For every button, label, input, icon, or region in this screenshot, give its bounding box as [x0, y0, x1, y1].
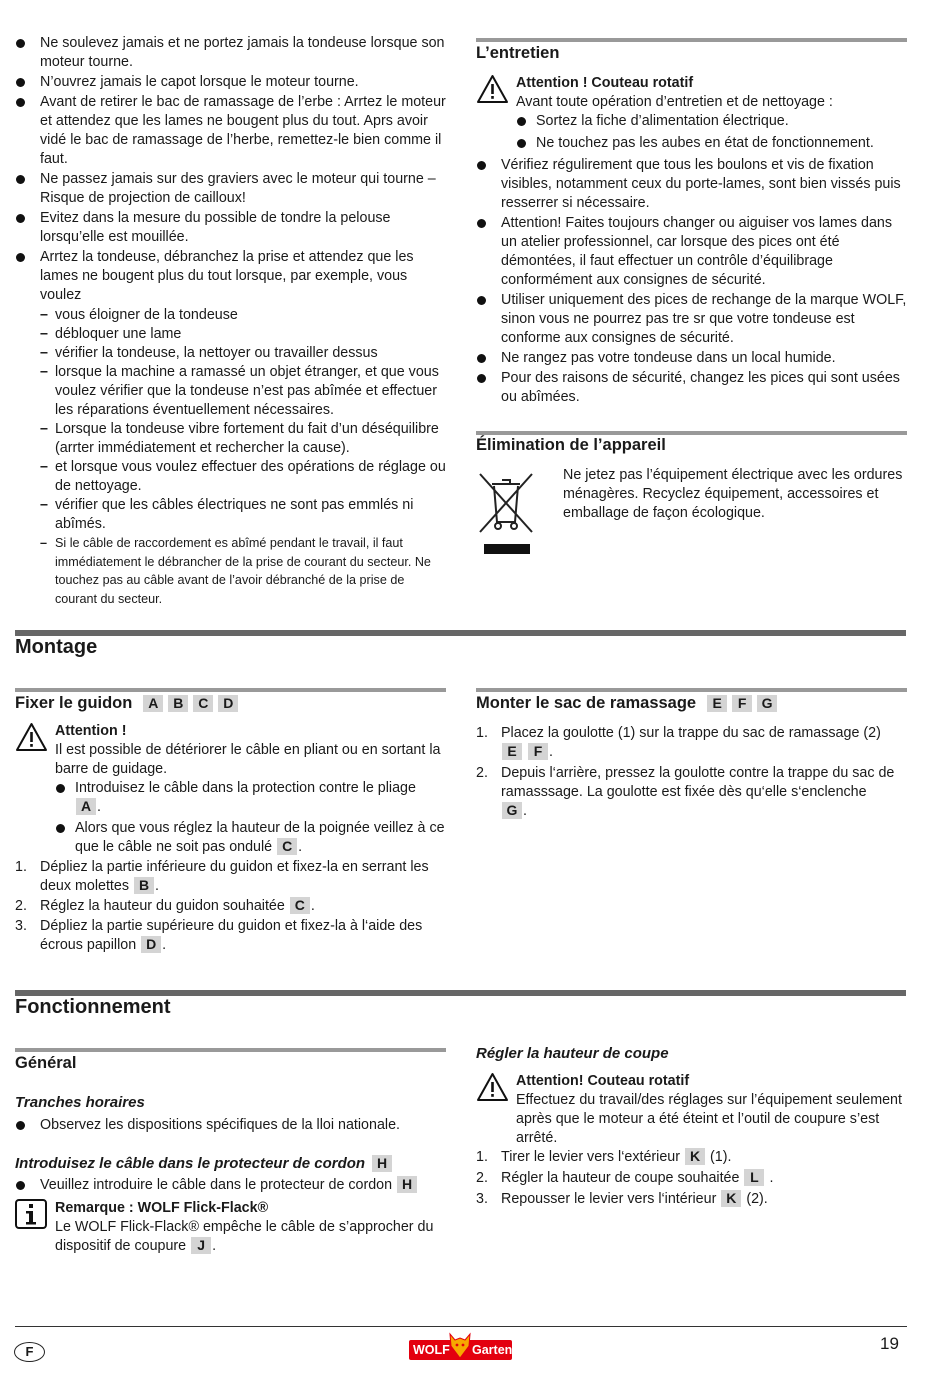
general-title: Général	[15, 1054, 77, 1072]
key-label: D	[218, 695, 238, 712]
info-icon	[15, 1199, 47, 1229]
step-suffix: .	[769, 1170, 774, 1186]
warning-bullet: Alors que vous réglez la hauteur de la poignée veillez à ce que le câble ne soit pas ondulé C .	[55, 819, 447, 857]
step-text: Repousser le levier vers l‘intérieur	[501, 1191, 717, 1207]
hauteur-title: Régler la hauteur de coupe	[476, 1045, 669, 1062]
montage-title: Montage	[15, 636, 98, 658]
key-label: B	[134, 877, 154, 894]
entretien-title: L’entretien	[476, 44, 560, 62]
safety-bullet: Ne passez jamais sur des graviers avec le moteur qui tourne – Risque de projection de cailloux!	[15, 170, 447, 208]
warning-text: Il est possible de détériorer le câble en pliant ou en sortant la barre de guidage.	[55, 742, 441, 777]
key-label: C	[277, 838, 297, 855]
warning-title: Attention! Couteau rotatif	[516, 1073, 690, 1089]
safety-list	[15, 34, 447, 608]
hauteur-step	[476, 1190, 908, 1209]
language-badge: F	[14, 1342, 45, 1362]
hauteur-step	[476, 1169, 908, 1188]
warning-icon	[15, 722, 48, 752]
sac-title: Monter le sac de ramassage	[476, 694, 697, 712]
section-rule	[476, 431, 907, 435]
safety-dash-item: – vérifier que les câbles électriques ne sont pas emmlés ni abîmés.	[40, 496, 447, 534]
chapter-rule	[15, 630, 906, 636]
elimination-section	[476, 436, 908, 455]
step-suffix: (2).	[746, 1191, 768, 1207]
key-label: A	[143, 695, 163, 712]
hauteur-section	[476, 1044, 908, 1211]
sac-section	[476, 694, 908, 821]
entretien-warning	[476, 74, 908, 153]
guidon-section	[15, 694, 447, 956]
safety-dash-item: – Lorsque la tondeuse vibre fortement du fait d’un déséquilibre (arrter immédiatement et rechercher la cause).	[40, 420, 447, 458]
key-label: E	[707, 695, 727, 712]
guidon-warning	[15, 722, 447, 857]
key-label: G	[757, 695, 777, 712]
elimination-title: Élimination de l’appareil	[476, 436, 666, 454]
entretien-bullet: Attention! Faites toujours changer ou aiguiser vos lames dans un atelier professionnel, car lorsque des pices ont été démontées, il faut effectuer un contrôle d’équilibrage conformément aux consignes de sécurité.	[476, 214, 908, 290]
key-label: K	[721, 1190, 741, 1207]
key-label: B	[168, 695, 188, 712]
safety-dash-item: – Si le câble de raccordement es abîmé pendant le travail, il faut immédiatement le débrancher de la prise de courant du secteur. Ne touchez pas au câble avant de l’avoir débranché de la prise de courant du secteur.	[40, 534, 447, 608]
note-text: Le WOLF Flick-Flack® empêche le câble de s’approcher du dispositif de coupure J .	[55, 1219, 434, 1254]
warning-bullet: Introduisez le câble dans la protection contre le pliage A .	[55, 779, 447, 817]
step-number: 2.	[15, 898, 27, 914]
cordon-bullet: Veuillez introduire le câble dans le protecteur de cordon H	[15, 1176, 447, 1195]
warning-text: Effectuez du travail/des réglages sur l’équipement seulement après que le moteur a été éteint et l’outil de coupure s’est arrêté.	[516, 1092, 902, 1146]
step-number: 3.	[476, 1191, 488, 1207]
step-text: Tirer le levier vers l‘extérieur	[501, 1149, 681, 1165]
step-text: Réglez la hauteur du guidon souhaitée	[40, 898, 285, 914]
key-label: A	[76, 798, 96, 815]
safety-bullet: N’ouvrez jamais le capot lorsque le moteur tourne.	[15, 73, 447, 92]
safety-bullet: Ne soulevez jamais et ne portez jamais la tondeuse lorsque son moteur tourne.	[15, 34, 447, 72]
warning-icon	[476, 1072, 509, 1102]
safety-bullet: Avant de retirer le bac de ramassage de l’erbe : Arrtez le moteur et attendez que les lames ne bougent plus du tout. Aprs avoir vidé le bac de ramassage de l’herbe, remettez-le bien comme il faut.	[15, 93, 447, 169]
sac-step: 1. Placez la goulotte (1) sur la trappe du sac de ramassage (2) E F .	[476, 725, 881, 760]
entretien-bullet: Utiliser uniquement des pices de rechange de la marque WOLF, sinon vous ne pourrez pas tre sr que votre tondeuse est conforme aux consignes de sécurité.	[476, 291, 908, 348]
guidon-step: 3. Dépliez la partie supérieure du guidon et fixez-la à l‘aide des écrous papillon D .	[15, 918, 423, 953]
note-title: Remarque : WOLF Flick-Flack®	[55, 1200, 269, 1216]
entretien-bullet: Ne rangez pas votre tondeuse dans un local humide.	[476, 349, 908, 368]
section-rule	[476, 38, 907, 42]
key-label: L	[744, 1169, 764, 1186]
entretien-section	[476, 44, 908, 408]
step-number: 3.	[15, 918, 27, 934]
safety-bullet: Arrtez la tondeuse, débranchez la prise et attendez que les lames ne bougent plus du tout lorsque, par exemple, vous voulez	[15, 248, 447, 305]
step-suffix: (1).	[710, 1149, 732, 1165]
guidon-step: 2. Réglez la hauteur du guidon souhaitée C .	[15, 897, 315, 914]
guidon-title: Fixer le guidon	[15, 694, 133, 712]
step-number: 2.	[476, 1170, 488, 1186]
sac-step: 2. Depuis l‘arrière, pressez la goulotte contre la trappe du sac de ramasssage. La goulotte est fixée dès qu‘elle s‘enclenche G .	[476, 765, 895, 819]
step-text: Dépliez la partie inférieure du guidon et fixez-la en serrant les deux molettes	[40, 859, 429, 894]
key-label: E	[502, 743, 522, 760]
step-number: 1.	[476, 1149, 488, 1165]
warning-bullet: Ne touchez pas les aubes en état de fonctionnement.	[516, 134, 908, 153]
fonctionnement-title: Fonctionnement	[15, 996, 171, 1018]
key-label: K	[685, 1148, 705, 1165]
entretien-bullet: Pour des raisons de sécurité, changez les pices qui sont usées ou abîmées.	[476, 369, 908, 407]
elimination-text: Ne jetez pas l’équipement électrique avec les ordures ménagères. Recyclez équipement, accessoires et emballage de façon écologique.	[563, 467, 903, 521]
key-label: F	[528, 743, 548, 760]
warning-bullet: Sortez la fiche d’alimentation électrique.	[516, 112, 908, 131]
section-rule	[15, 688, 446, 692]
safety-dash-item: – lorsque la machine a ramassé un objet étranger, et que vous voulez vérifier que la tondeuse n’est pas abîmée et effectuer les réparations éventuellement nécessaires.	[40, 363, 447, 420]
safety-bullet: Evitez dans la mesure du possible de tondre la pelouse lorsqu’elle est mouillée.	[15, 209, 447, 247]
warning-title: Attention !	[55, 723, 127, 739]
warning-text: Avant toute opération d’entretien et de nettoyage :	[516, 94, 833, 110]
key-label: H	[397, 1176, 417, 1193]
key-label: C	[290, 897, 310, 914]
page-number: 19	[880, 1334, 899, 1353]
general-section	[15, 1054, 447, 1256]
hauteur-step	[476, 1148, 908, 1167]
entretien-bullet: Vérifiez régulirement que tous les boulons et vis de fixation visibles, notamment ceux du porte-lames, sont bien vissés puis resserrer si nécessaire.	[476, 156, 908, 213]
key-label: J	[191, 1237, 211, 1254]
warning-title: Attention ! Couteau rotatif	[516, 75, 694, 91]
section-rule	[15, 1048, 446, 1052]
key-label: D	[141, 936, 161, 953]
cordon-title: Introduisez le câble dans le protecteur de cordon	[15, 1155, 366, 1172]
hauteur-warning	[476, 1072, 908, 1148]
footer-rule	[15, 1326, 907, 1327]
wolf-head-icon	[447, 1330, 473, 1360]
key-label: G	[502, 802, 522, 819]
tranches-bullet: Observez les dispositions spécifiques de la lloi nationale.	[15, 1116, 447, 1135]
warning-icon	[476, 74, 509, 104]
key-label: H	[372, 1155, 392, 1172]
tranches-title: Tranches horaires	[15, 1094, 145, 1111]
note-box	[15, 1199, 447, 1256]
section-rule	[476, 688, 907, 692]
safety-dash-item: – et lorsque vous voulez effectuer des opérations de réglage ou de nettoyage.	[40, 458, 447, 496]
key-label: C	[193, 695, 213, 712]
safety-dash-item: – débloquer une lame	[40, 325, 447, 344]
step-number: 1.	[15, 859, 27, 875]
weee-bin-icon	[476, 468, 536, 558]
step-text: Régler la hauteur de coupe souhaitée	[501, 1170, 740, 1186]
wolf-garten-logo: WOLF Garten	[409, 1330, 512, 1360]
guidon-step: 1. Dépliez la partie inférieure du guidon et fixez-la en serrant les deux molettes B .	[15, 859, 429, 894]
key-label: F	[732, 695, 752, 712]
step-text: Dépliez la partie supérieure du guidon et fixez-la à l‘aide des écrous papillon	[40, 918, 423, 953]
safety-dash-item: – vérifier la tondeuse, la nettoyer ou travailler dessus	[40, 344, 447, 363]
safety-dash-item: – vous éloigner de la tondeuse	[40, 306, 447, 325]
